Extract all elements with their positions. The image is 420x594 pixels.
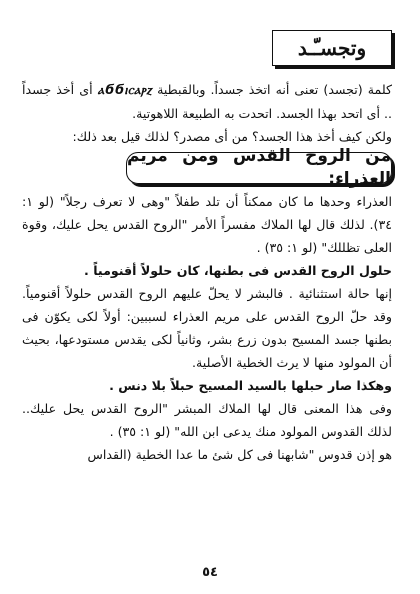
- intro-text-start: كلمة (تجسد) تعنى أنه اتخذ جسداً. وبالقبطية: [157, 82, 393, 97]
- section-heading: من الروح القدس ومن مريم العذراء:: [127, 146, 391, 189]
- paragraph-hypostatic: إنها حالة استثنائية . فالبشر لا يحلّ عليهم الروح القدس حلولاً أقنومياً. وقد حلّ الروح القدس على مريم العذراء لسببين: أولاً لكى يكوّن فى بطنها جسد المسيح بدون زرع بشر، وثانياً لكى يقدس مستودعها، بحيث أن المولود منها لا يرث الخطية الأصلية.: [22, 286, 392, 370]
- paragraph-angel: وفى هذا المعنى قال لها الملاك المبشر "الروح القدس يحل عليك.. لذلك القدوس المولود منك يدعى ابن الله" (لو ١: ٣٥) .: [22, 401, 392, 439]
- page-number: ٥٤: [202, 565, 218, 580]
- bold-heading-conception: وهكذا صار حبلها بالسيد المسيح حبلاً بلا دنس .: [109, 378, 392, 393]
- chapter-title: وتجسـّـد: [297, 36, 367, 60]
- paragraph-virgin: العذراء وحدها ما كان ممكناً أن تلد طفلاً "وهى لا تعرف رجلاً" (لو ١: ٣٤). لذلك قال لها الملاك مفسراً الأمر "الروح القدس يحل عليك، وقوة العلى تظللك" (لو ١: ٣٥) .: [22, 194, 392, 255]
- paragraph-intro-1: [22, 78, 392, 125]
- section-heading-box: [126, 146, 392, 189]
- body-text: [22, 78, 392, 466]
- paragraph-intro-2: ولكن كيف أخذ هذا الجسد؟ من أى مصدر؟ لذلك قيل بعد ذلك:: [72, 129, 392, 144]
- coptic-word: ⲁϭϭⲓⲥⲁⲣⲍ: [97, 83, 152, 98]
- chapter-title-box: [272, 30, 392, 66]
- paragraph-last: هو إذن قدوس "شابهنا فى كل شئ ما عدا الخطية (القداس: [87, 447, 392, 462]
- intro-text-end: أى أخذ جسداً .. أى اتحد بهذا الجسد. اتحدت به الطبيعة اللاهوتية.: [22, 82, 392, 121]
- bold-heading-indwelling: حلول الروح القدس فى بطنها، كان حلولاً أقنومياً .: [84, 263, 392, 278]
